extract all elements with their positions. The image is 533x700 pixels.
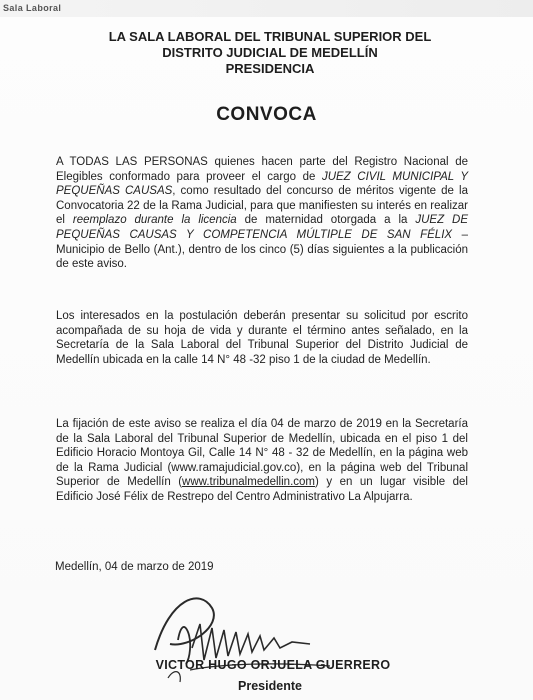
signatory-title: Presidente: [238, 679, 302, 693]
paragraph-text: de maternidad otorgada a la: [236, 214, 416, 227]
reemplazo-phrase: reemplazo durante la licencia: [72, 214, 237, 227]
document-title: CONVOCA: [216, 104, 317, 125]
sala-laboral-label: Sala Laboral: [3, 3, 62, 13]
tribunal-website-link[interactable]: www.tribunalmedellin.com: [182, 476, 315, 489]
paragraph-text: La fijación de este aviso se realiza el día 04 de marzo de 2019 en la Secretaría de la Sala Laboral del Tribunal Superior de Medellín, ubicada en el piso 1 del Edificio Horacio Montoya Gil, Calle 14 N° 48 - 32 de Medellín, en la página web de la Rama Judicial (www.ramajudicial.gov.co), en la página web del Tribunal Superior de Medellín (: [56, 418, 468, 489]
scan-top-strip: [0, 0, 533, 17]
paragraph-text: quienes hacen parte del Registro Nacional de Elegibles conformado para proveer el cargo de: [56, 156, 468, 183]
document-header: [40, 29, 500, 77]
header-line-3: PRESIDENCIA: [225, 61, 315, 76]
paragraph-convocation: [56, 155, 468, 272]
signatory-name: VICTOR HUGO ORJUELA GUERRERO: [155, 658, 391, 672]
paragraph-publication: [56, 417, 468, 505]
paragraph-lead: A TODAS LAS PERSONAS: [56, 156, 208, 168]
paragraph-text: , como resultado del concurso de méritos vigente de la Convocatoria 22 de la Rama Judicial, para que manifiesten su interés en realizar el: [56, 185, 468, 227]
date-line: Medellín, 04 de marzo de 2019: [55, 561, 214, 573]
court-name: JUEZ DE PEQUEÑAS CAUSAS Y COMPETENCIA MÚLTIPLE DE SAN FÉLIX: [56, 214, 468, 241]
paragraph-application: Los interesados en la postulación deberán presentar su solicitud por escrito acompañada de su hoja de vida y durante el término antes señalado, en la Secretaría de la Sala Laboral del Tribunal Superior del Distrito Judicial de Medellín ubicada en la calle 14 N° 48 -32 piso 1 de la ciudad de Medellín.: [56, 310, 468, 366]
paragraph-text: – Municipio de Bello (Ant.), dentro de los cinco (5) días siguientes a la publicación de este aviso.: [56, 228, 468, 271]
header-line-1: LA SALA LABORAL DEL TRIBUNAL SUPERIOR DEL: [108, 29, 432, 44]
paragraph-text: ) y en un lugar visible del Edificio José Félix de Restrepo del Centro Administrativo La Alpujarra.: [56, 476, 468, 503]
header-line-2: DISTRITO JUDICIAL DE MEDELLÍN: [162, 45, 378, 60]
role-name: JUEZ CIVIL MUNICIPAL Y PEQUEÑAS CAUSAS: [56, 170, 469, 198]
